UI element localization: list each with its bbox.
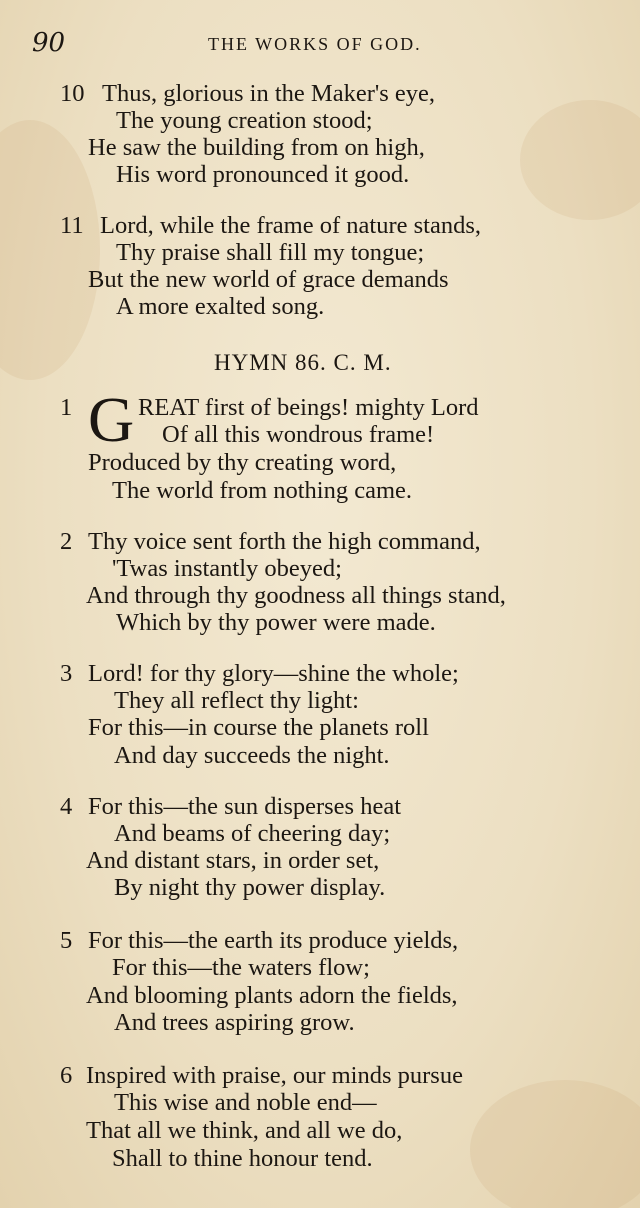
verse-line: For this—the waters flow; bbox=[112, 954, 370, 981]
verse-line: Of all this wondrous frame! bbox=[162, 421, 435, 448]
verse-line: Thus, glorious in the Maker's eye, bbox=[102, 80, 436, 107]
verse-number: 11 bbox=[60, 212, 84, 239]
page-header bbox=[32, 28, 612, 58]
verse-line: And day succeeds the night. bbox=[114, 742, 390, 769]
verse-number: 6 bbox=[60, 1062, 73, 1089]
verse-line: Produced by thy creating word, bbox=[88, 449, 397, 476]
verse-line: And beams of cheering day; bbox=[114, 820, 391, 847]
verse-number: 1 bbox=[60, 394, 73, 421]
hymn-title: HYMN 86. C. M. bbox=[214, 350, 392, 375]
verse-line: By night thy power display. bbox=[114, 874, 386, 901]
paper-stain bbox=[470, 1080, 640, 1208]
verse-line: Lord! for thy glory—shine the whole; bbox=[88, 660, 459, 687]
verse-line: The world from nothing came. bbox=[112, 477, 413, 504]
verse-number: 3 bbox=[60, 660, 73, 687]
verse-number: 2 bbox=[60, 528, 73, 555]
verse-line: Inspired with praise, our minds pursue bbox=[86, 1062, 463, 1089]
verse-line: Lord, while the frame of nature stands, bbox=[100, 212, 481, 239]
page-number: 90 bbox=[32, 28, 66, 58]
paper-stain bbox=[0, 120, 100, 380]
verse-line: 'Twas instantly obeyed; bbox=[112, 555, 342, 582]
running-title: THE WORKS OF GOD. bbox=[208, 34, 422, 54]
verse-line: But the new world of grace demands bbox=[88, 266, 449, 293]
verse-line: And trees aspiring grow. bbox=[114, 1009, 355, 1036]
verse-line: And blooming plants adorn the fields, bbox=[86, 982, 458, 1009]
verse-number: 5 bbox=[60, 927, 73, 954]
paper-stain bbox=[520, 100, 640, 220]
verse-number: 10 bbox=[60, 80, 85, 107]
verse-line: They all reflect thy light: bbox=[114, 687, 359, 714]
verse-line: He saw the building from on high, bbox=[88, 134, 425, 161]
verse-line: Thy voice sent forth the high command, bbox=[88, 528, 481, 555]
verse-number: 4 bbox=[60, 793, 73, 820]
verse-line: REAT first of beings! mighty Lord bbox=[138, 394, 479, 421]
verse-line: His word pronounced it good. bbox=[116, 161, 410, 188]
verse-line: That all we think, and all we do, bbox=[86, 1117, 403, 1144]
verse-line: And through thy goodness all things stand, bbox=[86, 582, 506, 609]
drop-cap: G bbox=[88, 384, 135, 455]
verse-line: For this—the sun disperses heat bbox=[88, 793, 402, 820]
verse-line: For this—in course the planets roll bbox=[88, 714, 429, 741]
verse-line: Which by thy power were made. bbox=[116, 609, 436, 636]
verse-line: For this—the earth its produce yields, bbox=[88, 927, 459, 954]
verse-line: A more exalted song. bbox=[116, 293, 325, 320]
verse-line: This wise and noble end— bbox=[114, 1089, 377, 1116]
verse-line: Shall to thine honour tend. bbox=[112, 1145, 373, 1172]
verse-line: Thy praise shall fill my tongue; bbox=[116, 239, 425, 266]
verse-line: The young creation stood; bbox=[116, 107, 373, 134]
verse-line: And distant stars, in order set, bbox=[86, 847, 380, 874]
